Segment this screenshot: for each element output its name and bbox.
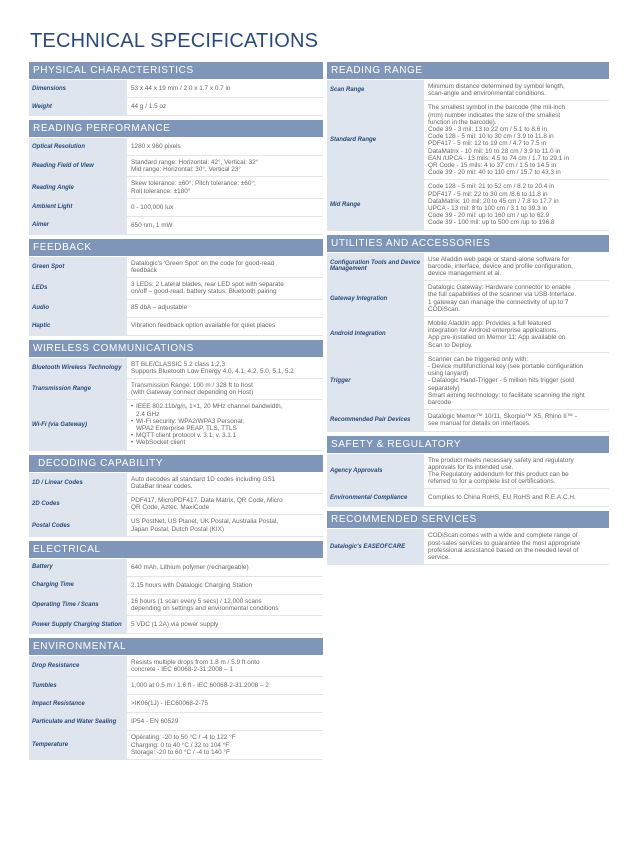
bullet-text: WebSocket client [136, 439, 186, 447]
spec-label: Audio [29, 300, 127, 317]
section-header-utilities-and-accessories: UTILITIES AND ACCESSORIES [327, 235, 609, 252]
spec-row-environmental-compliance [327, 489, 609, 507]
spec-label: Postal Codes [29, 515, 127, 535]
spec-label: Scan Range [327, 80, 424, 100]
spec-label: LEDs [29, 278, 127, 298]
spec-row-haptic [29, 318, 323, 336]
bullet-item [131, 439, 320, 446]
spec-label: Recommended Pair Devices [327, 410, 424, 430]
spec-label: Drop Resistance [29, 656, 127, 676]
spec-row-transmission-range [29, 379, 323, 400]
spec-value: 640 mAh, Lithium polymer (rechargeable) [131, 563, 249, 571]
spec-row-gateway-integration [327, 281, 609, 317]
spec-row-android-integration [327, 317, 609, 353]
bullet-text: MQTT client protocol v. 3.1, v. 3.1.1 [136, 432, 237, 440]
spec-row-temperature [29, 731, 323, 760]
spec-label: Power Supply Charging Station [29, 616, 127, 633]
spec-row-configuration-tools-and-device-management [327, 253, 609, 282]
spec-row-optical-resolution [29, 138, 323, 156]
spec-row-particulate-and-water-sealing [29, 713, 323, 731]
bullet-text: Wi-Fi security: WPA2/WPA3 Personal; WPA2 Enterprise PEAP, TLS, TTLS [136, 417, 245, 432]
spec-label: Gateway Integration [327, 281, 424, 316]
bullet-icon: • [131, 439, 134, 447]
bullet-icon: • [131, 403, 134, 411]
spec-value: 650 nm, 1 mW [131, 221, 173, 229]
spec-value: 3 LEDs: 2 Lateral blades, rear LED spot with separate on/off – good-read, battery status, Bluetooth pairing [131, 281, 284, 296]
spec-label: Tumbles [29, 677, 127, 694]
spec-row-bluetooth-wireless-technology [29, 358, 323, 379]
spec-row-reading-field-of-view [29, 156, 323, 177]
right-column [327, 61, 609, 565]
spec-label: Optical Resolution [29, 138, 127, 155]
spec-row-aimer [29, 217, 323, 235]
spec-row-weight [29, 98, 323, 116]
spec-row-impact-resistance [29, 695, 323, 713]
spec-label: Datalogic's EASEOFCARE [327, 529, 424, 564]
spec-label: Temperature [29, 731, 127, 759]
spec-label: Ambient Light [29, 199, 127, 216]
spec-label: 2D Codes [29, 494, 127, 514]
spec-label: Mid Range [327, 180, 424, 229]
bullet-item [131, 418, 320, 432]
spec-value: US PostNet, US Planet, UK Postal, Australia Postal, Japan Postal, Dutch Postal (KIX) [131, 518, 279, 533]
spec-row-tumbles [29, 677, 323, 695]
spec-value: Vibration feedback option available for quiet places [131, 322, 276, 330]
spec-row-audio [29, 300, 323, 318]
spec-row-reading-angle [29, 177, 323, 198]
section-header-reading-performance: READING PERFORMANCE [29, 120, 323, 137]
spec-label: Green Spot [29, 257, 127, 277]
spec-value: IP54 - EN 60529 [131, 718, 179, 726]
section-header-safety-regulatory: SAFETY & REGULATORY [327, 436, 609, 453]
spec-row-trigger [327, 353, 609, 410]
spec-value: The product meets necessary safety and regulatory approvals for its intended use. The Regulatory addendum for this product can be referred to for a complete list of certifications. [428, 456, 574, 486]
bullet-item [131, 403, 320, 417]
spec-value: 5 VDC (1.2A) via power supply [131, 620, 219, 628]
spec-value: Scanner can be triggered only with: - Device multifunctional key (see portable configuration using lanyard) - Datalogic Hand-Trigger - 5 million hits trigger (sold separately) Smart aiming technology: to facilitate scanning the right barcode [428, 355, 585, 406]
spec-label: Environmental Compliance [327, 489, 424, 506]
spec-label: Haptic [29, 318, 127, 335]
spec-value: 53 x 44 x 19 mm / 2.0 x 1.7 x 0.7 in [131, 84, 231, 92]
spec-row-scan-range [327, 80, 609, 101]
spec-label: Trigger [327, 353, 424, 409]
spec-label: Operating Time / Scans [29, 595, 127, 615]
spec-row-postal-codes [29, 515, 323, 536]
spec-value: Datalogic's 'Green Spot' on the code for good-read feedback [131, 259, 275, 274]
spec-label: Agency Approvals [327, 454, 424, 489]
page-title: TECHNICAL SPECIFICATIONS [30, 30, 319, 52]
bullet-item [131, 432, 320, 439]
spec-row-datalogic-s-easeofcare [327, 529, 609, 565]
spec-row-power-supply-charging-station [29, 616, 323, 634]
section-header-physical-characteristics: PHYSICAL CHARACTERISTICS [29, 62, 323, 79]
spec-row-operating-time-scans [29, 595, 323, 616]
spec-value: 2.15 hours with Datalogic Charging Station [131, 581, 253, 589]
spec-value: Minimum distance determined by symbol length, scan-angle and environmental conditions. [428, 82, 565, 98]
spec-label: Reading Field of View [29, 156, 127, 176]
spec-value: 0 - 100,000 lux [131, 203, 174, 211]
section-header-environmental: ENVIRONMENTAL [29, 638, 323, 655]
spec-row-drop-resistance [29, 656, 323, 677]
spec-label: Transmission Range [29, 379, 127, 399]
spec-value: Code 128 - 5 mil: 21 to 52 cm / 8.2 to 20.4 in PDF417 - 5 mil: 22 to 30 cm /8.6 to 11.8 in DataMatrix: 10 mil: 20 to 45 cm / 7.8 to 17.7 in UPCA - 13 mil: 8 to 100 cm / 3.1 to 39.3 in Code 39 - 20 mil: up to 160 cm / up to 62.9 Code 39 - 100 mil: up to 500 cm /up to 196.8 [428, 183, 559, 227]
spec-value: Standard range: Horizontal: 42°, Vertical: 32° Mid range: Horizontal: 30°, Vertical 23° [131, 158, 259, 174]
spec-label: Android Integration [327, 317, 424, 352]
bullet-icon: • [131, 432, 134, 440]
spec-value: 1,000 at 0.5 m / 1.6 ft - IEC 60068-2-31:2008 – 2 [131, 682, 269, 690]
spec-value: >IK06(1J) - IEC60068-2-75 [131, 700, 208, 708]
spec-value: BT BLE/CLASSIC 5.2 class 1,2,3 Supports Bluetooth Low Energy 4.0, 4.1, 4.2, 5.0, 5.1, 5.2 [131, 360, 294, 375]
spec-value: Use Aladdin web page or stand-alone software for barcode, interface, device and profile configuration, device management et al. [428, 255, 573, 277]
section-header-reading-range: READING RANGE [327, 62, 609, 79]
bullet-icon: • [131, 417, 134, 425]
spec-row-1d-linear-codes [29, 473, 323, 494]
spec-value: Resists multiple drops from 1.8 m / 5.9 ft onto concrete - IEC 60068-2-31:2008 – 1 [131, 659, 260, 674]
spec-row-2d-codes [29, 494, 323, 515]
spec-value: 85 dbA – adjustable [131, 304, 188, 312]
spec-value: Auto decodes all standard 1D codes including GS1 DataBar linear codes. [131, 475, 276, 490]
spec-value [127, 400, 323, 449]
section-header-decoding-capability: DECODING CAPABILITY [29, 455, 323, 472]
spec-row-standard-range [327, 101, 609, 180]
spec-value: Transmission Range: 100 m / 328 ft to host (with Gateway connect depending on Host) [131, 381, 254, 397]
spec-row-green-spot [29, 257, 323, 278]
spec-row-wi-fi-via-gateway [29, 400, 323, 450]
spec-label: Configuration Tools and Device Management [327, 253, 424, 281]
spec-label: Dimensions [29, 80, 127, 97]
spec-row-dimensions [29, 80, 323, 98]
spec-value: 44 g / 1.5 oz [131, 102, 167, 110]
spec-row-battery [29, 559, 323, 577]
spec-value: Skew tolerance: ±60°; Pitch tolerance: ±60°; Roll tolerance: ±180° [131, 180, 256, 195]
spec-value: The smallest symbol in the barcode (the mil-inch (mm) number indicates the size of the smallest function in the barcode). Code 39 - 3 mil: 13 to 22 cm / 5.1 to 8.6 in Code 128 - 5 mil: 10 to 30 cm / 3.9 to 11.8 in PDF417 - 5 mil: 12 to 19 cm / 4.7 to 7.5 in DataMatrix - 10 mil: 10 to 28 cm / 3.9 to 11.0 in EAN /UPCA - 13 mils: 4.5 to 74 cm / 1.7 to 29.1 in QR Code - 15 mils: 4 to 37 cm / 1.5 to 14.5 in Code 39 - 20 mil: 40 to 110 cm / 15.7 to 43.3 in [428, 104, 570, 177]
spec-value: Mobile Aladdin app: Provides a full featured integration for Android enterprise applications. App pre-installed on Memor 11; App available on Scan to Deploy. [428, 319, 566, 349]
spec-label: Aimer [29, 217, 127, 234]
spec-label: 1D / Linear Codes [29, 473, 127, 493]
spec-value: Datalogic Memor™ 10/11, Skorpio™ X5, Rhino II™ - see manual for details on interfaces. [428, 413, 578, 428]
spec-label: Charging Time [29, 577, 127, 594]
spec-label: Particulate and Water Sealing [29, 713, 127, 730]
spec-label: Weight [29, 98, 127, 115]
spec-label: Impact Resistance [29, 695, 127, 712]
spec-row-recommended-pair-devices [327, 410, 609, 431]
spec-value: CODiScan comes with a wide and complete range of post-sales services to guarantee the most appropriate professional assistance based on the needed level of service. [428, 532, 581, 561]
spec-row-leds [29, 278, 323, 299]
spec-value: PDF417, MicroPDF417, Data Matrix, QR Code, Micro QR Code, Aztec, MaxiCode [131, 496, 283, 512]
section-header-feedback: FEEDBACK [29, 239, 323, 256]
spec-row-charging-time [29, 577, 323, 595]
spec-label: Bluetooth Wireless Technology [29, 358, 127, 378]
spec-row-mid-range [327, 180, 609, 230]
section-header-wireless-communications: WIRELESS COMMUNICATIONS [29, 340, 323, 357]
spec-label: Wi-Fi (via Gateway) [29, 400, 127, 449]
spec-value: Complies to China RoHS, EU RoHS and R.E.A.C.H. [428, 494, 576, 502]
spec-row-ambient-light [29, 199, 323, 217]
spec-value: 16 hours (1 scan every 5 secs) / 12,000 scans depending on settings and environmental conditions [131, 597, 279, 612]
spec-value: 1280 x 960 pixels [131, 142, 181, 150]
spec-label: Battery [29, 559, 127, 576]
left-column [29, 61, 323, 760]
section-header-electrical: ELECTRICAL [29, 541, 323, 558]
section-header-recommended-services: RECOMMENDED SERVICES [327, 511, 609, 528]
spec-value: Datalogic Gateway: Hardware connector to enable the full capabilities of the scanner via USB-Interface. 1 gateway can manage the connectivity of up to 7 CODiScan. [428, 284, 577, 313]
bullet-text: IEEE 802.11b/g/n, 1×1, 20 MHz channel bandwidth, 2.4 GHz [136, 403, 283, 418]
spec-row-agency-approvals [327, 454, 609, 490]
spec-label: Standard Range [327, 101, 424, 179]
spec-label: Reading Angle [29, 177, 127, 197]
spec-value: Operating: -20 to 50 °C / -4 to 122 °F Charging: 0 to 40 °C / 32 to 104 °F Storage: -20 to 60 °C / -4 to 140 °F [131, 734, 236, 756]
